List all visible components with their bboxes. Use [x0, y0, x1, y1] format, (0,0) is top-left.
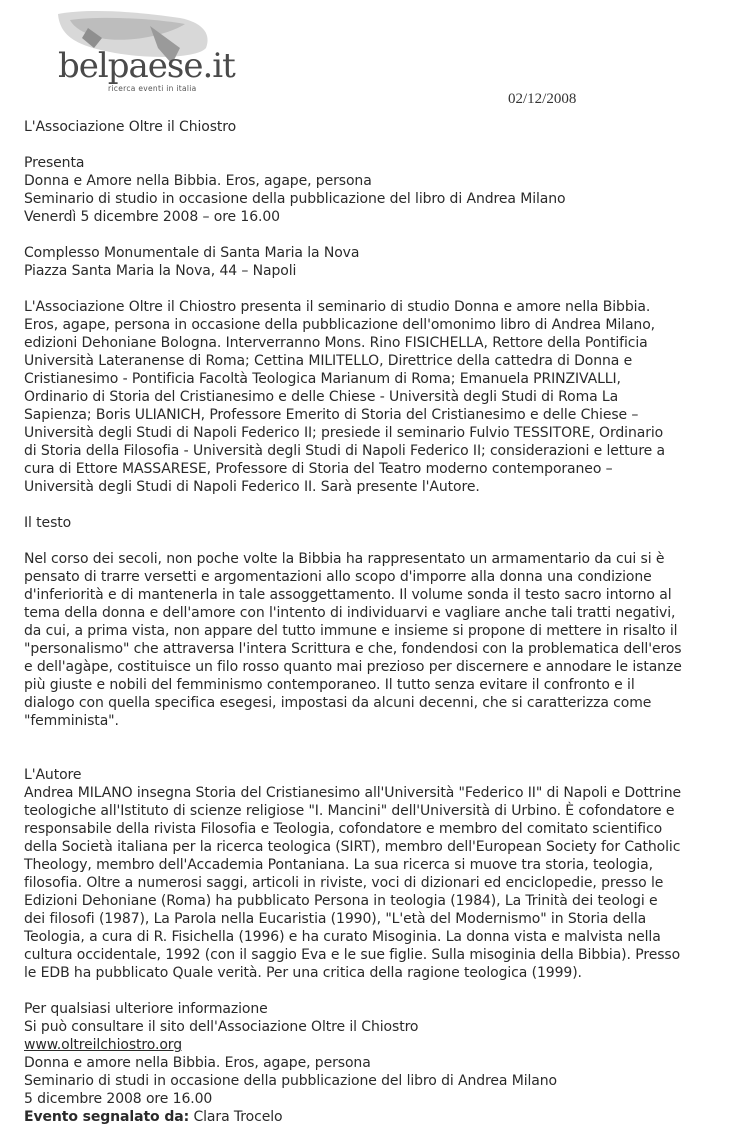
info-heading: Per qualsiasi ulteriore informazione	[24, 1001, 268, 1017]
autore-line: Edizioni Dehoniane (Roma) ha pubblicato Persona in teologia (1984), La Trinità dei teologi e	[24, 893, 658, 909]
autore-line: Theology, membro dell'Accademia Pontaniana. La sua ricerca si muove tra storia, teologia,	[24, 857, 653, 873]
description-line: Università Lateranense di Roma; Cettina MILITELLO, Direttrice della cattedra di Donna e	[24, 353, 633, 369]
autore-line: responsabile della rivista Filosofia e Teologia, cofondatore e membro del comitato scientifico	[24, 821, 663, 837]
event-subtitle: Seminario di studio in occasione della pubblicazione del libro di Andrea Milano	[24, 191, 566, 207]
document-date: 02/12/2008	[508, 91, 577, 107]
footer-subtitle: Seminario di studi in occasione della pubblicazione del libro di Andrea Milano	[24, 1073, 558, 1089]
reported-by-label: Evento segnalato da:	[24, 1109, 190, 1125]
logo-wordmark: belpaese.it	[58, 46, 235, 86]
info-text: Si può consultare il sito dell'Associazione Oltre il Chiostro	[24, 1019, 419, 1035]
testo-line: Nel corso dei secoli, non poche volte la Bibbia ha rappresentato un armamentario da cui si è	[24, 551, 665, 567]
autore-line: teologiche all'Istituto di scienze religiose "I. Mancini" dell'Università di Urbino. È cofondatore e	[24, 803, 675, 819]
association-name: L'Associazione Oltre il Chiostro	[24, 119, 237, 135]
description-line: Sapienza; Boris ULIANICH, Professore Emerito di Storia del Cristianesimo e delle Chiese –	[24, 407, 639, 423]
document-body	[24, 118, 724, 1126]
testo-line: pensato di trarre versetti e argomentazioni allo scopo d'imporre alla donna una condizione	[24, 569, 652, 585]
description-line: Ordinario di Storia del Cristianesimo e delle Chiese - Università degli Studi di Roma La	[24, 389, 619, 405]
testo-line: d'inferiorità e di mantenerla in tale assoggettamento. Il volume sonda il testo sacro intorno al	[24, 587, 672, 603]
testo-line: più giuste e nobili del femminismo contemporaneo. Il tutto senza evitare il confronto e il	[24, 677, 635, 693]
site-logo	[30, 8, 235, 100]
autore-line: cultura occidentale, 1992 (con il saggio Eva e le sue figlie. Sulla misoginia della Bibbia). Presso	[24, 947, 681, 963]
autore-line: filosofia. Oltre a numerosi saggi, articoli in riviste, voci di dizionari ed enciclopedie, presso le	[24, 875, 664, 891]
description-line: Cristianesimo - Pontificia Facoltà Teologica Marianum di Roma; Emanuela PRINZIVALLI,	[24, 371, 621, 387]
description-line: L'Associazione Oltre il Chiostro presenta il seminario di studio Donna e amore nella Bibbia.	[24, 299, 651, 315]
testo-line: "personalismo" che attraversa l'intera Scrittura e che, fondendosi con la problematica dell'eros	[24, 641, 682, 657]
event-title: Donna e Amore nella Bibbia. Eros, agape, persona	[24, 173, 372, 189]
reported-by-name: Clara Trocelo	[193, 1109, 283, 1125]
autore-line: della Società italiana per la ricerca teologica (SIRT), membro dell'European Society for Catholic	[24, 839, 681, 855]
description-line: edizioni Dehoniane Bologna. Interverranno Mons. Rino FISICHELLA, Rettore della Pontificia	[24, 335, 648, 351]
description-paragraph	[24, 298, 724, 496]
venue-address: Piazza Santa Maria la Nova, 44 – Napoli	[24, 263, 297, 279]
autore-heading: L'Autore	[24, 767, 82, 783]
footer-title: Donna e amore nella Bibbia. Eros, agape, persona	[24, 1055, 371, 1071]
autore-line: Teologia, a cura di R. Fisichella (1996) e ha curato Misoginia. La donna vista e malvista nella	[24, 929, 661, 945]
logo-tagline: ricerca eventi in italia	[108, 84, 197, 93]
testo-heading: Il testo	[24, 515, 72, 531]
description-line: Università degli Studi di Napoli Federico II; presiede il seminario Fulvio TESSITORE, Ordinario	[24, 425, 664, 441]
autore-line: Andrea MILANO insegna Storia del Cristianesimo all'Università "Federico II" di Napoli e Dottrine	[24, 785, 681, 801]
description-line: Università degli Studi di Napoli Federico II. Sarà presente l'Autore.	[24, 479, 480, 495]
testo-line: da cui, a prima vista, non appare del tutto immune e insieme si propone di mettere in risalto il	[24, 623, 678, 639]
testo-line: tema della donna e dell'amore con l'intento di individuarvi e vagliare anche tali tratti negativi,	[24, 605, 676, 621]
autore-paragraph	[24, 784, 724, 982]
description-line: cura di Ettore MASSARESE, Professore di Storia del Teatro moderno contemporaneo –	[24, 461, 613, 477]
website-link[interactable]: www.oltreilchiostro.org	[24, 1037, 182, 1053]
reported-by	[24, 1108, 724, 1126]
testo-line: e dell'agàpe, costituisce un filo rosso quanto mai prezioso per discernere e annodare le istanze	[24, 659, 682, 675]
autore-line: dei filosofi (1987), La Parola nella Eucaristia (1990), "L'età del Modernismo" in Storia della	[24, 911, 647, 927]
testo-paragraph	[24, 550, 724, 730]
description-line: Eros, agape, persona in occasione della pubblicazione dell'omonimo libro di Andrea Milano,	[24, 317, 656, 333]
description-line: di Storia della Filosofia - Università degli Studi di Napoli Federico II; considerazioni e letture a	[24, 443, 666, 459]
autore-line: le EDB ha pubblicato Quale verità. Per una critica della ragione teologica (1999).	[24, 965, 582, 981]
testo-line: dialogo con quella specifica esegesi, impostasi da alcuni decenni, che si caratterizza come	[24, 695, 652, 711]
testo-line: "femminista".	[24, 713, 119, 729]
footer-date-time: 5 dicembre 2008 ore 16.00	[24, 1091, 213, 1107]
venue-name: Complesso Monumentale di Santa Maria la Nova	[24, 245, 360, 261]
event-when: Venerdì 5 dicembre 2008 – ore 16.00	[24, 209, 280, 225]
presents-label: Presenta	[24, 155, 85, 171]
